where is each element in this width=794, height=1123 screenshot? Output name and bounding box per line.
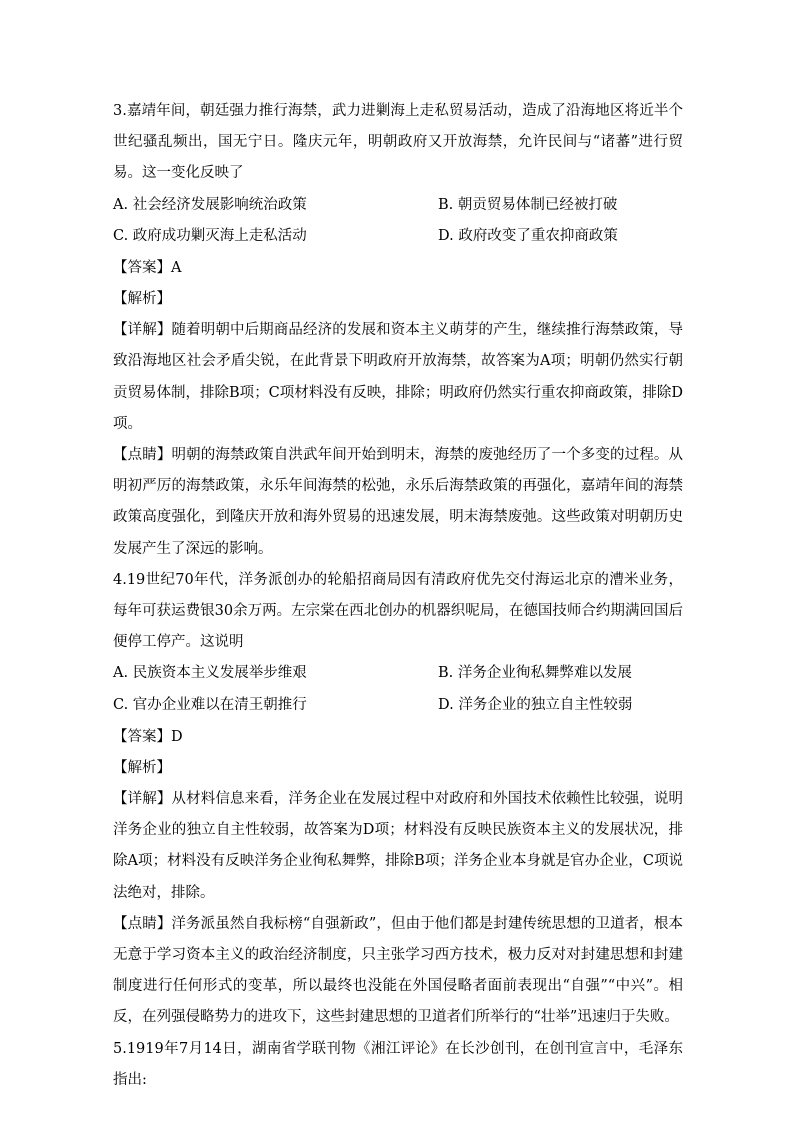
comment-explanation: 【点睛】明朝的海禁政策自洪武年间开始到明末，海禁的废弛经历了一个多变的过程。从明初严厉的海禁政策，永乐年间海禁的松弛，永乐后海禁政策的再强化，嘉靖年间的海禁政策高度强化，到隆庆开放和海外贸易的迅速发展，明末海禁废弛。这些政策对明朝历史发展产生了深远的影响。	[113, 447, 683, 557]
answer: 【答案】D	[113, 728, 183, 745]
option-row	[113, 190, 683, 222]
question-4	[113, 565, 683, 1034]
option-d: D. 政府改变了重农抑商政策	[438, 228, 618, 245]
option-c: C. 政府成功剿灭海上走私活动	[113, 228, 307, 245]
option-row	[113, 690, 683, 722]
question-stem: 4.19世纪70年代，洋务派创办的轮船招商局因有清政府优先交付海运北京的漕米业务，每年可获运费银30余万两。左宗棠在西北创办的机器织呢局，在德国技师合约期满回国后便停工停产。这说明	[113, 571, 683, 651]
page-content	[113, 96, 683, 1096]
question-stem: 3.嘉靖年间，朝廷强力推行海禁，武力进剿海上走私贸易活动，造成了沿海地区将近半个世纪骚乱频出，国无宁日。隆庆元年，明朝政府又开放海禁，允许民间与“诸蕃”进行贸易。这一变化反映了	[113, 103, 683, 182]
detail-explanation: 【详解】从材料信息来看，洋务企业在发展过程中对政府和外国技术依赖性比较强，说明洋务企业的独立自主性较弱，故答案为D项；材料没有反映民族资本主义的发展状况，排除A项；材料没有反映洋务企业徇私舞弊，排除B项；洋务企业本身就是官办企业，C项说法绝对，排除。	[113, 791, 683, 901]
analysis-title: 【解析】	[113, 759, 171, 776]
answer: 【答案】A	[113, 259, 182, 276]
question-5-stem: 5.1919年7月14日，湖南省学联刊物《湘江评论》在长沙创刊，在创刊宣言中，毛泽东指出:	[113, 1040, 683, 1088]
option-b: B. 朝贡贸易体制已经被打破	[438, 196, 618, 213]
comment-explanation: 【点睛】洋务派虽然自我标榜“自强新政”，但由于他们都是封建传统思想的卫道者，根本无意于学习资本主义的政治经济制度，只主张学习西方技术，极力反对对封建思想和封建制度进行任何形式的变革，所以最终也没能在外国侵略者面前表现出“自强”“中兴”。相反，在列强侵略势力的进攻下，这些封建思想的卫道者们所举行的“壮举”迅速归于失败。	[113, 915, 683, 1026]
analysis-title: 【解析】	[113, 291, 171, 307]
detail-explanation: 【详解】随着明朝中后期商品经济的发展和资本主义萌芽的产生，继续推行海禁政策，导致沿海地区社会矛盾尖锐，在此背景下明政府开放海禁，故答案为A项；明朝仍然实行朝贡贸易体制，排除B项；C项材料没有反映，排除；明政府仍然实行重农抑商政策，排除D项。	[113, 322, 683, 432]
option-row	[113, 658, 683, 690]
option-d: D. 洋务企业的独立自主性较弱	[438, 697, 633, 714]
option-b: B. 洋务企业徇私舞弊难以发展	[438, 665, 632, 682]
option-a: A. 民族资本主义发展举步维艰	[113, 665, 307, 682]
question-3	[113, 96, 683, 565]
option-a: A. 社会经济发展影响统治政策	[113, 196, 307, 213]
option-c: C. 官办企业难以在清王朝推行	[113, 697, 307, 714]
option-row	[113, 221, 683, 253]
